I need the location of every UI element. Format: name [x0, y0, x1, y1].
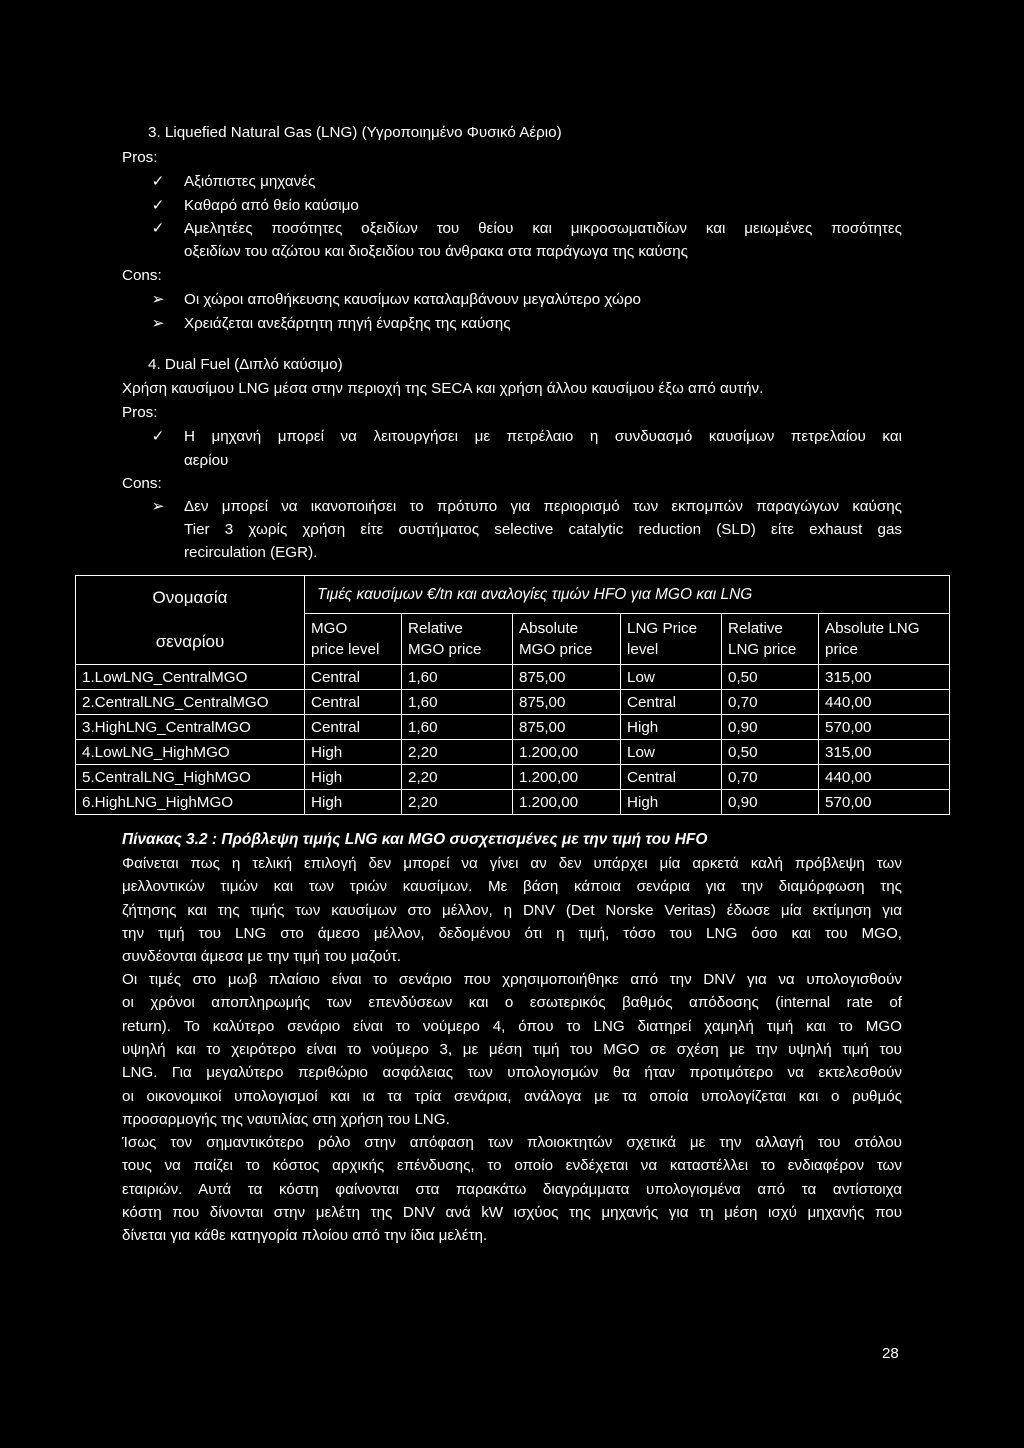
scenario-name-header — [76, 576, 305, 665]
section-3-pro-item: Καθαρό από θείο καύσιμο — [184, 197, 359, 214]
column-header-line: Absolute — [519, 620, 579, 638]
table-cell: High — [305, 790, 402, 815]
scenario-price-table — [75, 575, 950, 815]
table-cell: 0,90 — [722, 715, 819, 740]
column-header — [402, 614, 513, 665]
body-line: Φαίνεται πως η τελική επιλογή δεν μπορεί να γίνει αν δεν υπάρχει μία αρκετά καλή πρόβλεψη των — [122, 855, 902, 872]
section-3-pro-item-continued: οξειδίων του αζώτου και διοξειδίου του άνθρακα στα παράγωγα της καύσης — [184, 243, 688, 260]
column-header — [819, 614, 950, 665]
section-3-con-item: Οι χώροι αποθήκευσης καυσίμων καταλαμβάνουν μεγαλύτερο χώρο — [184, 291, 641, 308]
table-cell: 1.200,00 — [513, 765, 621, 790]
column-header-line: Relative — [408, 620, 463, 638]
column-header — [621, 614, 722, 665]
table-cell: 440,00 — [819, 765, 950, 790]
column-header-line: level — [627, 641, 659, 659]
body-line: υψηλή και το χειρότερο είναι το νούμερο 3, με μέση τιμή του MGO σε σχέση με την υψηλή τιμή του — [122, 1041, 902, 1058]
arrow-bullet-icon: ➢ — [151, 498, 165, 515]
column-header-line: LNG price — [728, 641, 797, 659]
page-number: 28 — [882, 1345, 899, 1362]
table-cell: 875,00 — [513, 690, 621, 715]
body-line: συνδέονται άμεσα με την τιμή του μαζούτ. — [122, 948, 402, 965]
body-line: Ίσως τον σημαντικότερο ρόλο στην απόφαση των πλοιοκτητών σχετικά με την αλλαγή του στόλου — [122, 1134, 902, 1151]
column-header — [722, 614, 819, 665]
table-cell: 4.LowLNG_HighMGO — [76, 740, 305, 765]
arrow-bullet-icon: ➢ — [151, 291, 165, 308]
column-header-line: Relative — [728, 620, 783, 638]
section-4-con-item-continued: Tier 3 χωρίς χρήση είτε συστήματος selective catalytic reduction (SLD) είτε exhaust gas — [184, 521, 902, 538]
body-line: οι χρόνοι αποπληρωμής των επενδύσεων και ο εσωτερικός βαθμός απόδοσης (internal rate of — [122, 994, 902, 1011]
table-cell: High — [305, 740, 402, 765]
check-icon: ✓ — [151, 173, 165, 190]
table-cell: Low — [621, 665, 722, 690]
table-cell: Low — [621, 740, 722, 765]
section-3-con-item: Χρειάζεται ανεξάρτητη πηγή έναρξης της καύσης — [184, 315, 511, 332]
column-header-line: MGO price — [408, 641, 482, 659]
table-cell: Central — [305, 715, 402, 740]
column-header-line: MGO — [311, 620, 348, 638]
section-4-con-item-continued: recirculation (EGR). — [184, 544, 318, 561]
section-4-pros-label: Pros: — [122, 404, 158, 421]
section-4-intro: Χρήση καυσίμου LNG μέσα στην περιοχή της SECA και χρήση άλλου καυσίμου έξω από αυτήν. — [122, 380, 764, 397]
table-cell: 1.200,00 — [513, 740, 621, 765]
table-cell: Central — [621, 765, 722, 790]
table-cell: 0,70 — [722, 690, 819, 715]
table-caption: Πίνακας 3.2 : Πρόβλεψη τιμής LNG και MGO συσχετισμένες με την τιμή του HFO — [122, 831, 708, 848]
body-line: κόστη που δίνονται στην μελέτη της DNV ανά kW ισχύος της μηχανής για τη μέση ισχύ μηχανής που — [122, 1204, 902, 1221]
table-row — [76, 715, 950, 740]
table-cell: 1,60 — [402, 715, 513, 740]
table-cell: 1.200,00 — [513, 790, 621, 815]
column-header — [513, 614, 621, 665]
table-cell: High — [305, 765, 402, 790]
table-cell: 3.HighLNG_CentralMGO — [76, 715, 305, 740]
column-header-line: Absolute LNG — [825, 620, 920, 638]
table-row — [76, 665, 950, 690]
table-cell: 875,00 — [513, 665, 621, 690]
body-line: Οι τιμές στο μωβ πλαίσιο είναι το σενάριο που χρησιμοποιήθηκε από την DNV για να υπολογισθούν — [122, 971, 902, 988]
table-cell: 2,20 — [402, 740, 513, 765]
column-header-line: LNG Price — [627, 620, 698, 638]
body-line: ζήτησης και της τιμής των καυσίμων στο μέλλον, η DNV (Det Norske Veritas) έδωσε μία εκτίμηση για — [122, 902, 902, 919]
table-cell: 0,70 — [722, 765, 819, 790]
section-4-pro-item: Η μηχανή μπορεί να λειτουργήσει με πετρέλαιο η συνδυασμό καυσίμων πετρελαίου και — [184, 428, 902, 445]
body-line: μελλοντικών τιμών και των τριών καυσίμων. Με βάση κάποια σενάρια για την διαμόρφωση της — [122, 878, 902, 895]
table-cell: High — [621, 790, 722, 815]
table-cell: 2.CentralLNG_CentralMGO — [76, 690, 305, 715]
check-icon: ✓ — [151, 428, 165, 445]
check-icon: ✓ — [151, 197, 165, 214]
table-cell: 2,20 — [402, 790, 513, 815]
body-line: δίνεται για κάθε κατηγορία πλοίου από την ίδια μελέτη. — [122, 1227, 488, 1244]
column-header-line: price — [825, 641, 858, 659]
body-line: return). Το καλύτερο σενάριο είναι το νούμερο 4, όπου το LNG διατηρεί χαμηλή τιμή και το MGO — [122, 1018, 902, 1035]
section-3-cons-label: Cons: — [122, 267, 162, 284]
table-cell: Central — [621, 690, 722, 715]
table-cell: 570,00 — [819, 790, 950, 815]
body-line: την τιμή του LNG στο άμεσο μέλλον, δεδομένου ότι η τιμή, τόσο του LNG όσο και του MGO, — [122, 925, 902, 942]
table-cell: 0,50 — [722, 740, 819, 765]
table-row — [76, 740, 950, 765]
body-line: εταιριών. Αυτά τα κόστη φαίνονται στα παρακάτω διαγράμματα υπολογισμένα από τα αντίστοιχα — [122, 1181, 902, 1198]
table-cell: 6.HighLNG_HighMGO — [76, 790, 305, 815]
scenario-name-header-line: σεναρίου — [155, 632, 225, 651]
table-row — [76, 690, 950, 715]
table-cell: 875,00 — [513, 715, 621, 740]
table-cell: Central — [305, 690, 402, 715]
table-cell: 315,00 — [819, 740, 950, 765]
body-line: τους να παίζει το κόστος αρχικής επένδυσης, το οποίο ενδέχεται να καταστέλλει το ενδιαφέρον των — [122, 1157, 902, 1174]
section-3-pro-item: Αμελητέες ποσότητες οξειδίων του θείου και μικροσωματιδίων και μειωμένες ποσότητες — [184, 220, 902, 237]
table-cell: 1,60 — [402, 665, 513, 690]
section-4-heading: 4. Dual Fuel (Διπλό καύσιμο) — [148, 356, 343, 373]
table-cell: 440,00 — [819, 690, 950, 715]
table-cell: 1.LowLNG_CentralMGO — [76, 665, 305, 690]
table-cell: High — [621, 715, 722, 740]
section-3-pro-item: Αξιόπιστες μηχανές — [184, 173, 316, 190]
table-cell: 0,90 — [722, 790, 819, 815]
column-header-line: price level — [311, 641, 380, 659]
table-cell: 1,60 — [402, 690, 513, 715]
section-4-pro-item-continued: αερίου — [184, 452, 229, 469]
table-header-row — [76, 576, 950, 614]
section-3-heading: 3. Liquefied Natural Gas (LNG) (Υγροποιημένο Φυσικό Αέριο) — [148, 124, 562, 141]
table-row — [76, 765, 950, 790]
table-row — [76, 790, 950, 815]
body-line: οι οικονομικοί υπολογισμοί και ια τα τρία σενάρια, ανάλογα με τα οποία υπολογίζεται και ο ρυθμός — [122, 1088, 902, 1105]
section-4-con-item: Δεν μπορεί να ικανοποιήσει το πρότυπο για περιορισμό των εκπομπών παραγώγων καύσης — [184, 498, 902, 515]
column-header — [305, 614, 402, 665]
body-line: προσαρμογής της ναυτιλίας στη χρήση του LNG. — [122, 1111, 450, 1128]
scenario-name-header-line: Ονομασία — [152, 588, 228, 607]
section-4-cons-label: Cons: — [122, 475, 162, 492]
column-header-line: MGO price — [519, 641, 593, 659]
table-cell: Central — [305, 665, 402, 690]
table-cell: 5.CentralLNG_HighMGO — [76, 765, 305, 790]
arrow-bullet-icon: ➢ — [151, 315, 165, 332]
body-line: LNG. Για μεγαλύτερο περιθώριο ασφάλειας των υπολογισμών θα ήταν προτιμότερο να εκτελεσθούν — [122, 1064, 902, 1081]
fuel-price-group-header: Τιμές καυσίμων €/tn και αναλογίες τιμών HFO για MGO και LNG — [305, 576, 950, 614]
table-cell: 570,00 — [819, 715, 950, 740]
check-icon: ✓ — [151, 220, 165, 237]
table-cell: 0,50 — [722, 665, 819, 690]
table-cell: 2,20 — [402, 765, 513, 790]
section-3-pros-label: Pros: — [122, 149, 158, 166]
table-cell: 315,00 — [819, 665, 950, 690]
